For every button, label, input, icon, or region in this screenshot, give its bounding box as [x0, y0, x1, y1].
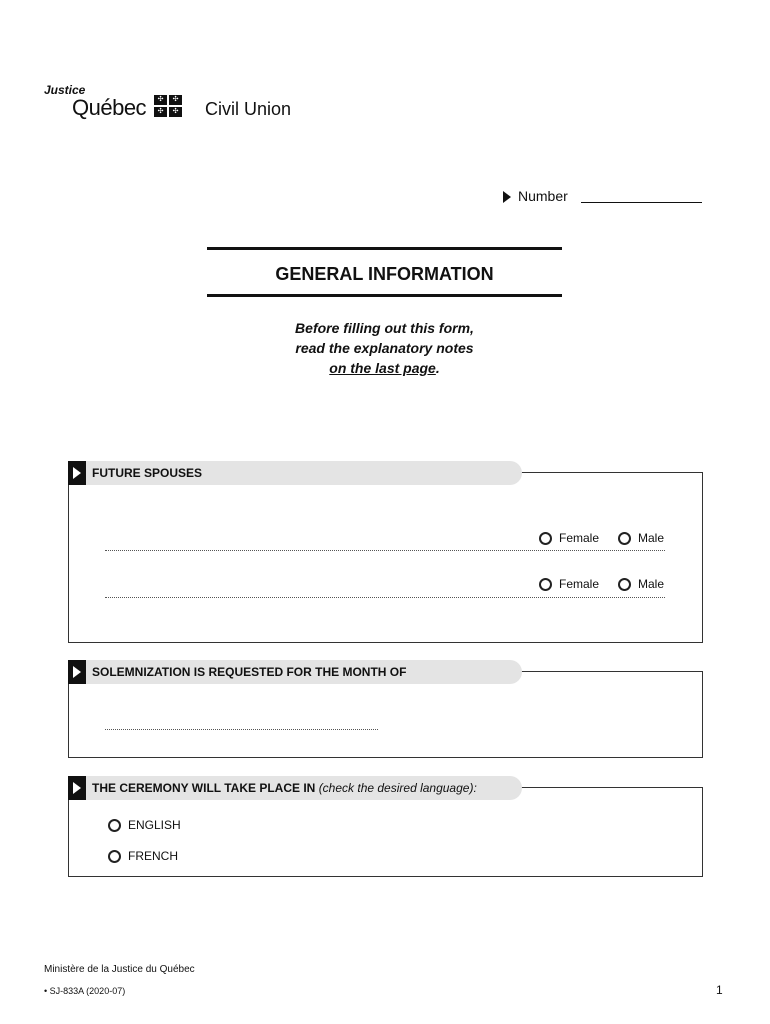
spouse-1-name-field[interactable] — [105, 550, 665, 551]
arrow-icon — [68, 461, 86, 485]
page-number: 1 — [716, 983, 723, 997]
title-rule-bottom — [207, 294, 562, 297]
ceremony-label: THE CEREMONY WILL TAKE PLACE IN — [92, 781, 316, 795]
radio-label: Female — [559, 577, 600, 591]
ceremony-hint: (check the desired language): — [318, 781, 477, 795]
section-label — [92, 781, 477, 795]
spouse-1-male-radio[interactable] — [618, 531, 664, 545]
number-label — [503, 188, 568, 204]
number-text: Number — [518, 188, 568, 204]
section-label: FUTURE SPOUSES — [92, 466, 203, 480]
solemnization-section — [68, 671, 703, 758]
note-line: read the explanatory notes — [295, 340, 474, 356]
logo-quebec: Québec — [72, 95, 147, 120]
last-page-link[interactable]: on the last page — [329, 360, 436, 376]
spouse-2-name-field[interactable] — [105, 597, 665, 598]
section-label: SOLEMNIZATION IS REQUESTED FOR THE MONTH OF — [92, 665, 407, 679]
french-radio[interactable] — [108, 849, 178, 863]
section-header-ceremony — [68, 776, 522, 800]
spouse-1-female-radio[interactable] — [539, 531, 599, 545]
spouses-section — [68, 472, 703, 643]
radio-label: Female — [559, 531, 600, 545]
title-rule-top — [207, 247, 562, 250]
note-line: Before filling out this form, — [295, 320, 474, 336]
number-field[interactable] — [581, 202, 702, 203]
form-title: Civil Union — [205, 99, 292, 119]
fleurdelise-icon: ✣ ✣ ✣ ✣ — [154, 95, 182, 117]
section-header-spouses — [68, 461, 522, 485]
note-period: . — [435, 360, 440, 376]
arrow-icon — [68, 660, 86, 684]
logo-justice: Justice — [44, 83, 86, 97]
arrow-icon — [68, 776, 86, 800]
ceremony-section — [68, 787, 703, 877]
arrow-icon — [503, 191, 511, 203]
month-field[interactable] — [105, 729, 378, 730]
page-title: GENERAL INFORMATION — [275, 264, 494, 284]
section-header-solemnization — [68, 660, 522, 684]
spouse-2-male-radio[interactable] — [618, 577, 664, 591]
radio-label: FRENCH — [128, 849, 178, 863]
instructions-note — [207, 318, 562, 378]
radio-label: ENGLISH — [128, 818, 181, 832]
radio-label: Male — [638, 531, 665, 545]
english-radio[interactable] — [108, 818, 181, 832]
footer-ministry: Ministère de la Justice du Québec — [44, 964, 195, 975]
radio-label: Male — [638, 577, 665, 591]
footer-form-code: • SJ-833A (2020-07) — [44, 986, 126, 996]
spouse-2-female-radio[interactable] — [539, 577, 599, 591]
